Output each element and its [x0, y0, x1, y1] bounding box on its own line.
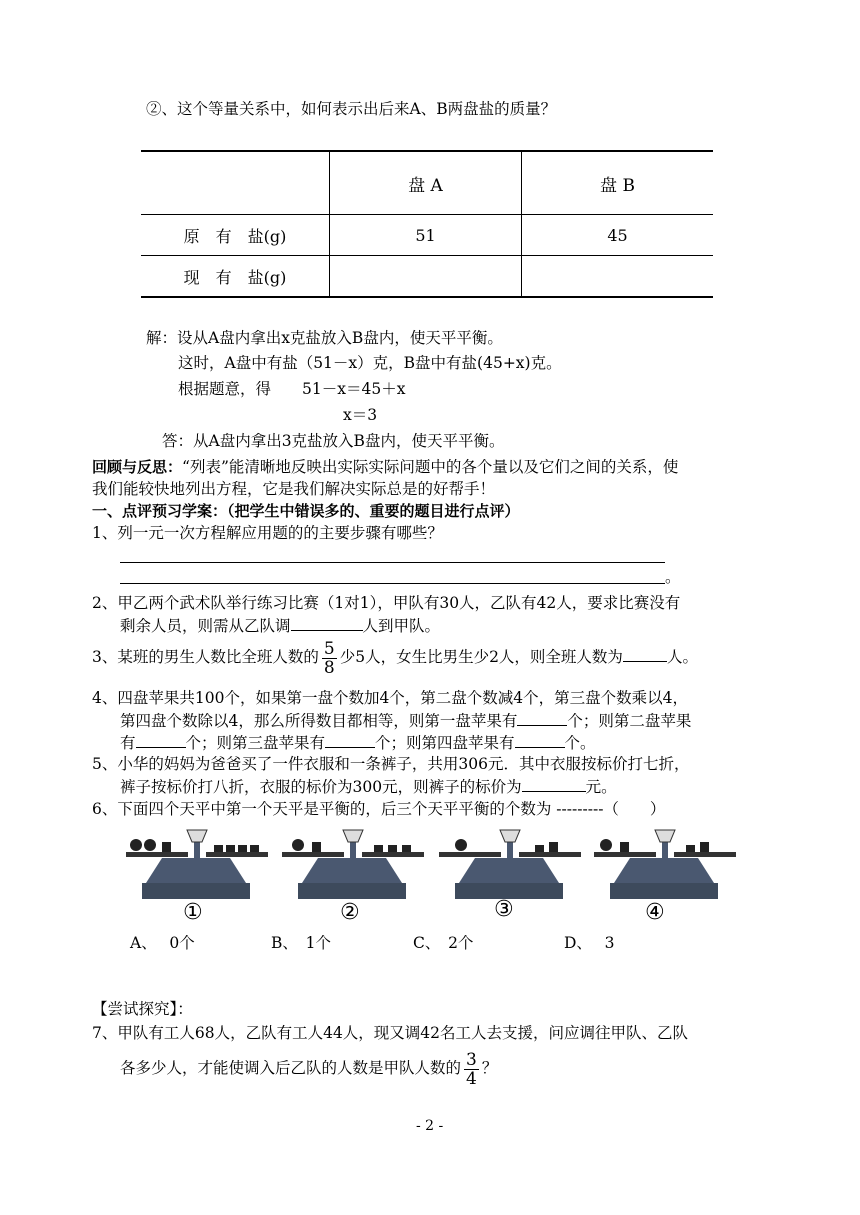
scale-number-label: ④ — [645, 900, 665, 925]
option-d[interactable]: D、 3 — [564, 934, 615, 952]
fraction-3-4: $\frac{3}{4}$ — [466, 1049, 477, 1089]
option-b[interactable]: B、 1个 — [271, 934, 332, 952]
review-text: “列表”能清晰地反映出实际实际问题中的各个量以及它们之间的关系，使 — [182, 458, 679, 476]
solution-line: 这时，A盘中有盐（51－x）克，B盘中有盐(45+x)克。 — [178, 354, 562, 372]
blank-q3[interactable] — [623, 645, 667, 662]
option-a[interactable]: A、 0个 — [130, 934, 195, 952]
question-4-line3: 有 个；则第三盘苹果有 个；则第四盘苹果有 个。 — [120, 731, 596, 754]
answer-line-1[interactable] — [120, 562, 665, 563]
table-row-label: 现 有 盐(g) — [141, 256, 330, 298]
solution-line: x＝3 — [343, 406, 378, 424]
fraction-5-8: $\frac{5}{8}$ — [323, 638, 335, 678]
review-label: 回顾与反思： — [92, 458, 183, 476]
blank-q4-2[interactable] — [136, 731, 186, 748]
question-4: 4、四盘苹果共100个，如果第一盘个数加4个，第二盘个数减4个，第三盘个数乘以4， — [92, 689, 689, 707]
question-3: 3、某班的男生人数比全班人数的 $\frac{5}{8}$ 少5人，女生比男生少2人，则全班人数为 人。 — [92, 638, 698, 678]
question-6: 6、下面四个天平中第一个天平是平衡的，后三个天平平衡的个数为 ---------（ ） — [92, 800, 666, 818]
page-number: - 2 - — [416, 1118, 444, 1134]
balance-scale-icon — [435, 828, 583, 900]
table-cell: 51 — [330, 215, 522, 256]
section-1-heading: 一、点评预习学案：（把学生中错误多的、重要的题目进行点评） — [92, 502, 520, 520]
balance-scale-icon — [278, 828, 426, 900]
question-5-line2: 裤子按标价打八折，衣服的标价为300元，则裤子的标价为 元。 — [120, 775, 617, 798]
solution-line: 解：设从A盘内拿出x克盐放入B盘内，使天平平衡。 — [146, 329, 503, 347]
q1-period: 。 — [665, 568, 681, 586]
balance-scale-icon — [590, 828, 738, 900]
table-header-empty — [141, 151, 330, 215]
answer-line: 答：从A盘内拿出3克盐放入B盘内，使天平平衡。 — [162, 432, 505, 450]
table-row-label: 原 有 盐(g) — [141, 215, 330, 256]
question-2: 2、甲乙两个武术队举行练习比赛（1对1），甲队有30人，乙队有42人，要求比赛没有 — [92, 594, 681, 612]
explore-heading: 【尝试探究】： — [92, 1000, 193, 1018]
question-7: 7、甲队有工人68人，乙队有工人44人，现又调42名工人去支援，问应调往甲队、乙队 — [92, 1024, 689, 1042]
blank-q4-3[interactable] — [325, 731, 375, 748]
scale-number-label: ① — [183, 900, 203, 925]
table-cell — [522, 256, 714, 298]
table-cell — [330, 256, 522, 298]
scale-number-label: ② — [340, 900, 360, 925]
review-text-2: 我们能较快地列出方程，它是我们解决实际总是的好帮手！ — [92, 480, 496, 498]
blank-q4-4[interactable] — [515, 731, 565, 748]
option-c[interactable]: C、 2个 — [413, 934, 474, 952]
answer-line-2[interactable] — [120, 583, 665, 584]
question-5: 5、小华的妈妈为爸爸买了一件衣服和一条裤子，共用306元．其中衣服按标价打七折， — [92, 755, 690, 773]
scale-number-label: ③ — [494, 897, 514, 922]
table-header-b: 盘 B — [522, 151, 714, 215]
question-4-line2: 第四盘个数除以4，那么所得数目都相等，则第一盘苹果有 个；则第二盘苹果 — [120, 709, 691, 732]
question-2-line2: 剩余人员，则需从乙队调 人到甲队。 — [120, 614, 440, 637]
balance-scale-icon — [122, 828, 270, 900]
salt-table — [141, 150, 713, 298]
question-2-text: ②、这个等量关系中，如何表示出后来A、B两盘盐的质量？ — [146, 100, 557, 118]
blank-q2[interactable] — [291, 614, 363, 631]
review-paragraph — [92, 456, 678, 478]
question-7-line2: 各多少人，才能使调入后乙队的人数是甲队人数的 $\frac{3}{4}$ ？ — [120, 1049, 498, 1089]
blank-q4-1[interactable] — [517, 709, 567, 726]
blank-q5[interactable] — [522, 775, 586, 792]
solution-line: 根据题意，得 51－x＝45＋x — [178, 380, 406, 398]
table-header-a: 盘 A — [330, 151, 522, 215]
table-cell: 45 — [522, 215, 714, 256]
question-1: 1、列一元一次方程解应用题的的主要步骤有哪些？ — [92, 524, 443, 542]
